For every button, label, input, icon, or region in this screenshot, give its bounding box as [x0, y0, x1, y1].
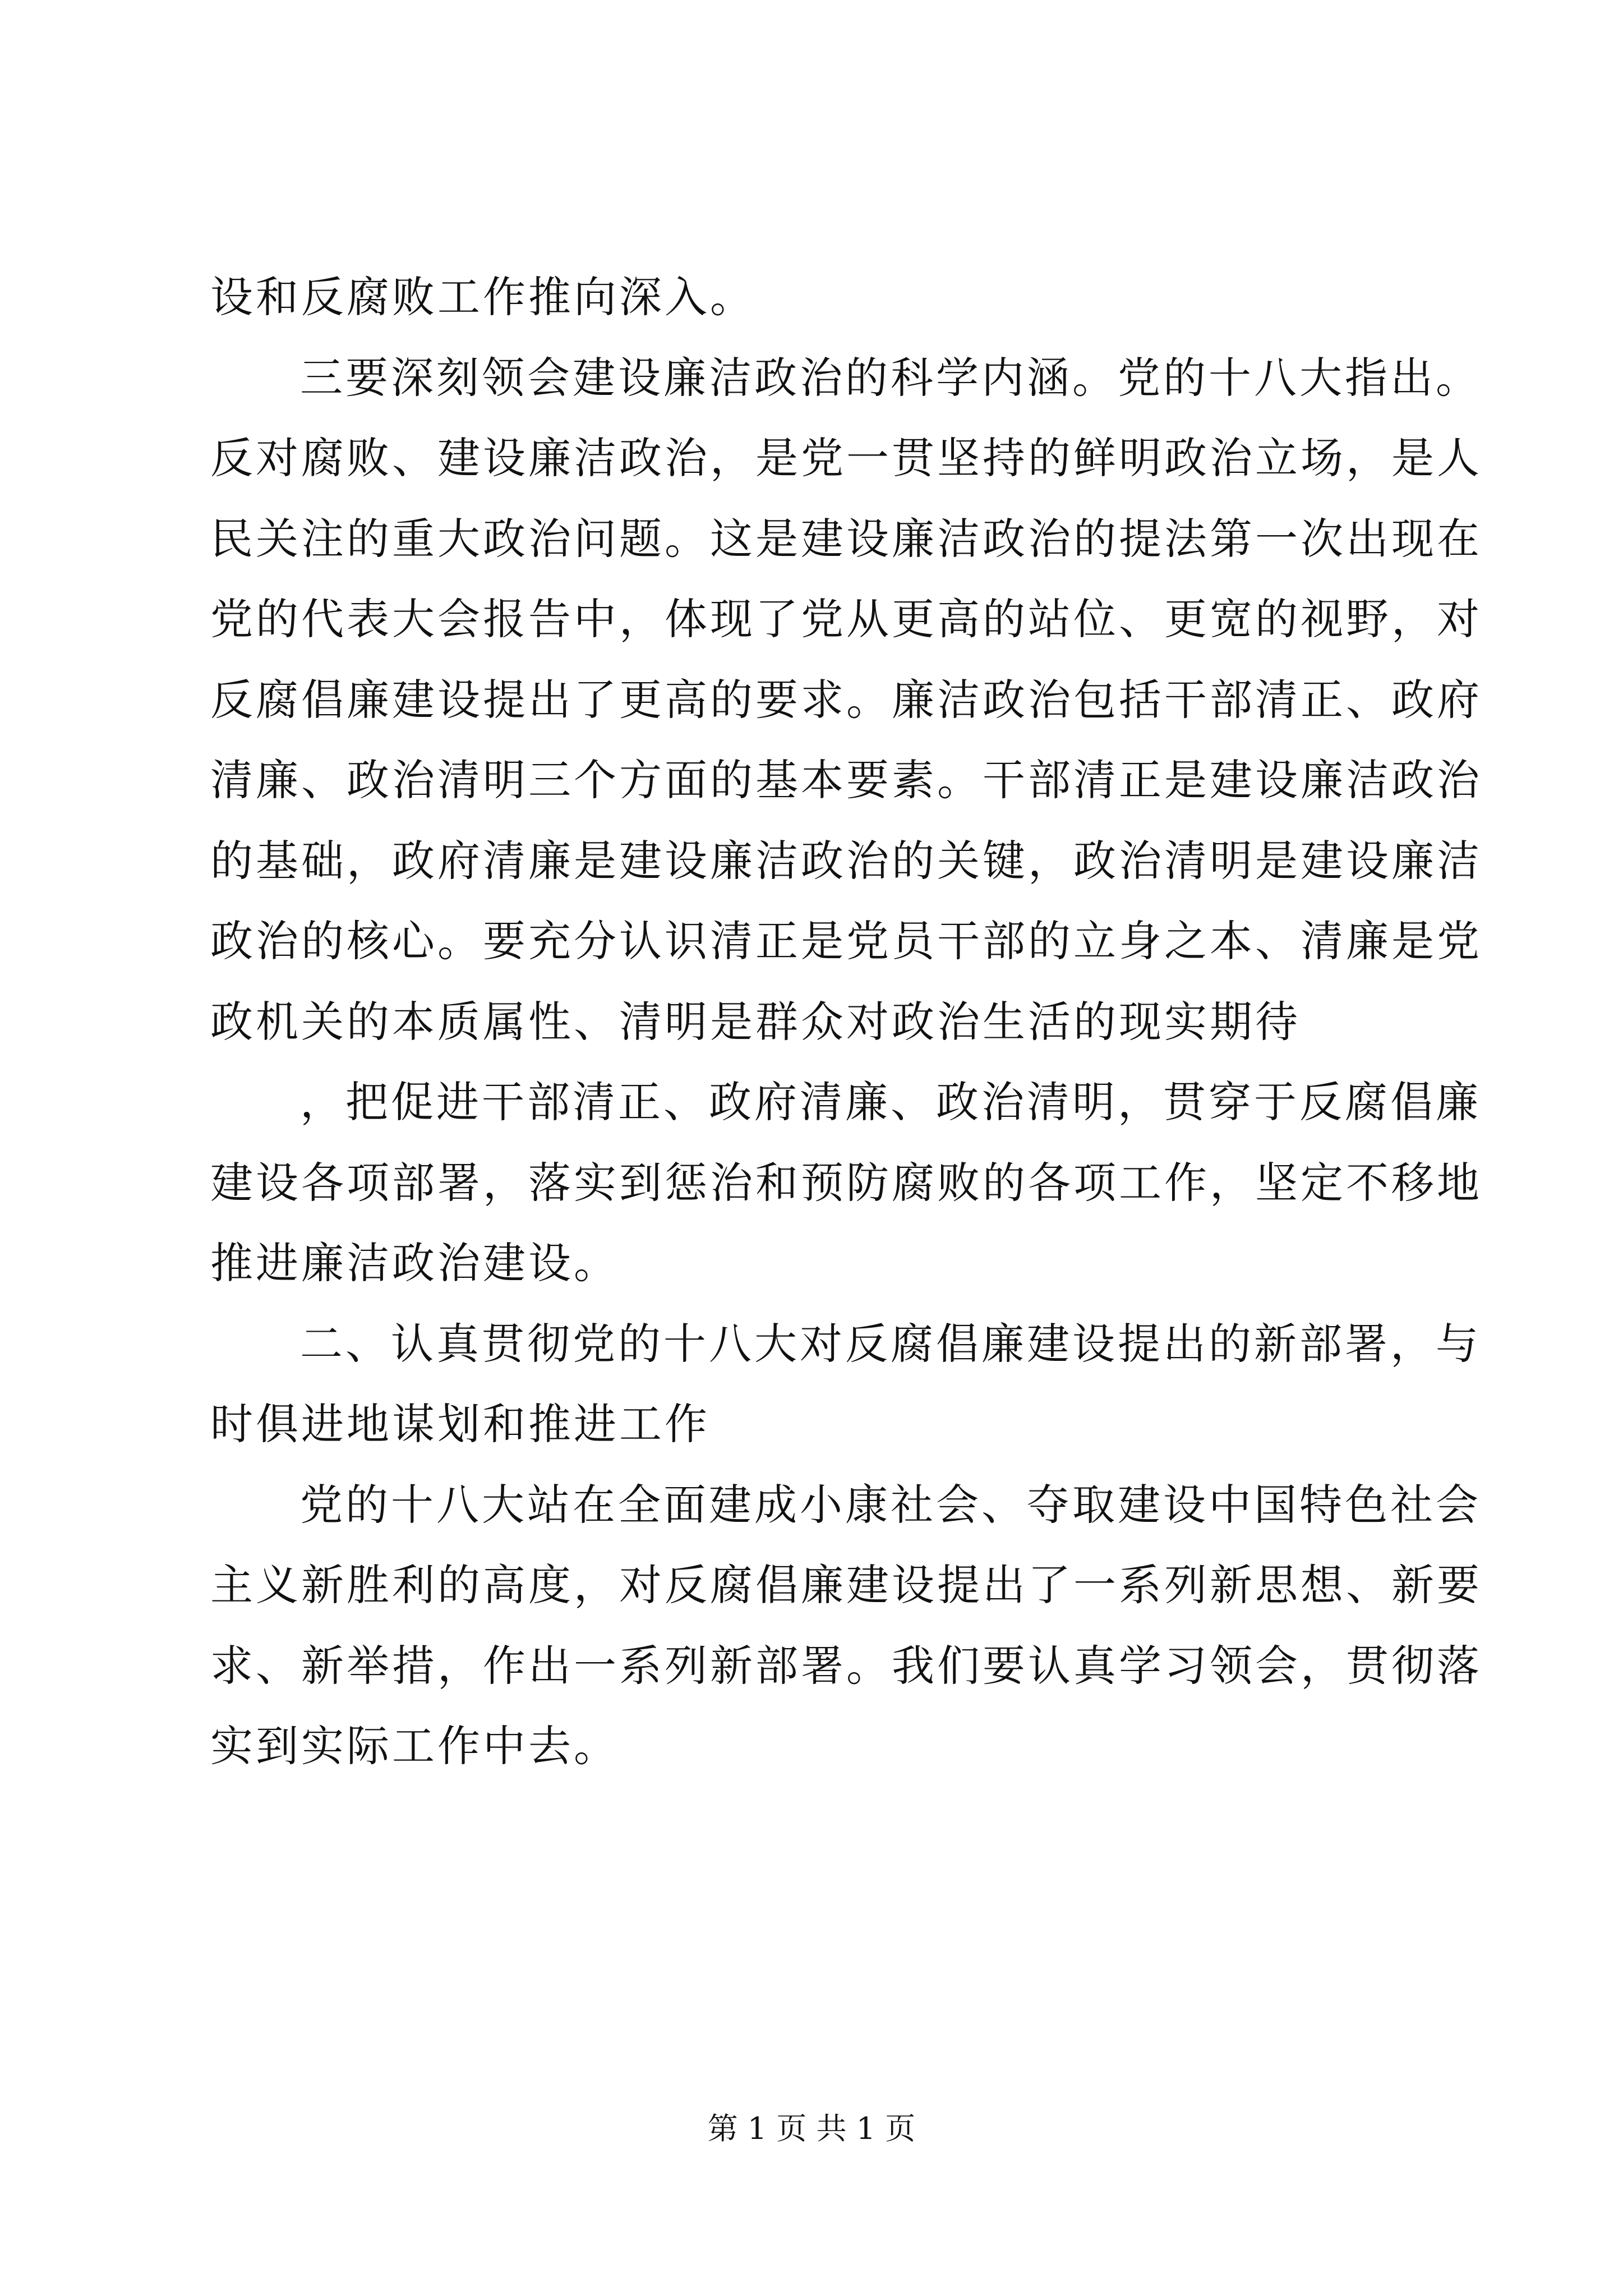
section-heading-line: 二、认真贯彻党的十八大对反腐倡廉建设提出的新部署，与: [300, 1318, 1481, 1369]
text-line: 政机关的本质属性、清明是群众对政治生活的现实期待: [210, 996, 1301, 1047]
text-line: 求、新举措，作出一系列新部署。我们要认真学习领会，贯彻落: [210, 1640, 1482, 1691]
document-body: [210, 257, 1482, 1787]
text-line: 设和反腐败工作推向深入。: [210, 272, 755, 322]
text-line: 民关注的重大政治问题。这是建设廉洁政治的提法第一次出现在: [210, 513, 1482, 564]
text-line: 建设各项部署，落实到惩治和预防腐败的各项工作，坚定不移地: [210, 1157, 1482, 1208]
text-line: 实到实际工作中去。: [210, 1721, 619, 1771]
text-line: 反对腐败、建设廉洁政治，是党一贯坚持的鲜明政治立场，是人: [210, 433, 1482, 483]
text-line: 反腐倡廉建设提出了更高的要求。廉洁政治包括干部清正、政府: [210, 674, 1482, 725]
text-line: 清廉、政治清明三个方面的基本要素。干部清正是建设廉洁政治: [210, 755, 1482, 805]
paragraph-first-line: 三要深刻领会建设廉洁政治的科学内涵。党的十八大指出。: [300, 352, 1481, 403]
text-line: 党的代表大会报告中，体现了党从更高的站位、更宽的视野，对: [210, 594, 1482, 644]
paragraph-first-line: ，把促进干部清正、政府清廉、政治清明，贯穿于反腐倡廉: [300, 1077, 1481, 1127]
text-line: 推进廉洁政治建设。: [210, 1238, 619, 1288]
text-line: 政治的核心。要充分认识清正是党员干部的立身之本、清廉是党: [210, 916, 1482, 966]
text-line: 主义新胜利的高度，对反腐倡廉建设提出了一系列新思想、新要: [210, 1560, 1482, 1610]
page-footer: 第 1 页 共 1 页: [707, 2111, 916, 2146]
section-heading-line: 时俱进地谋划和推进工作: [210, 1399, 710, 1449]
text-line: 的基础，政府清廉是建设廉洁政治的关键，政治清明是建设廉洁: [210, 835, 1482, 886]
paragraph-first-line: 党的十八大站在全面建成小康社会、夺取建设中国特色社会: [300, 1479, 1481, 1530]
